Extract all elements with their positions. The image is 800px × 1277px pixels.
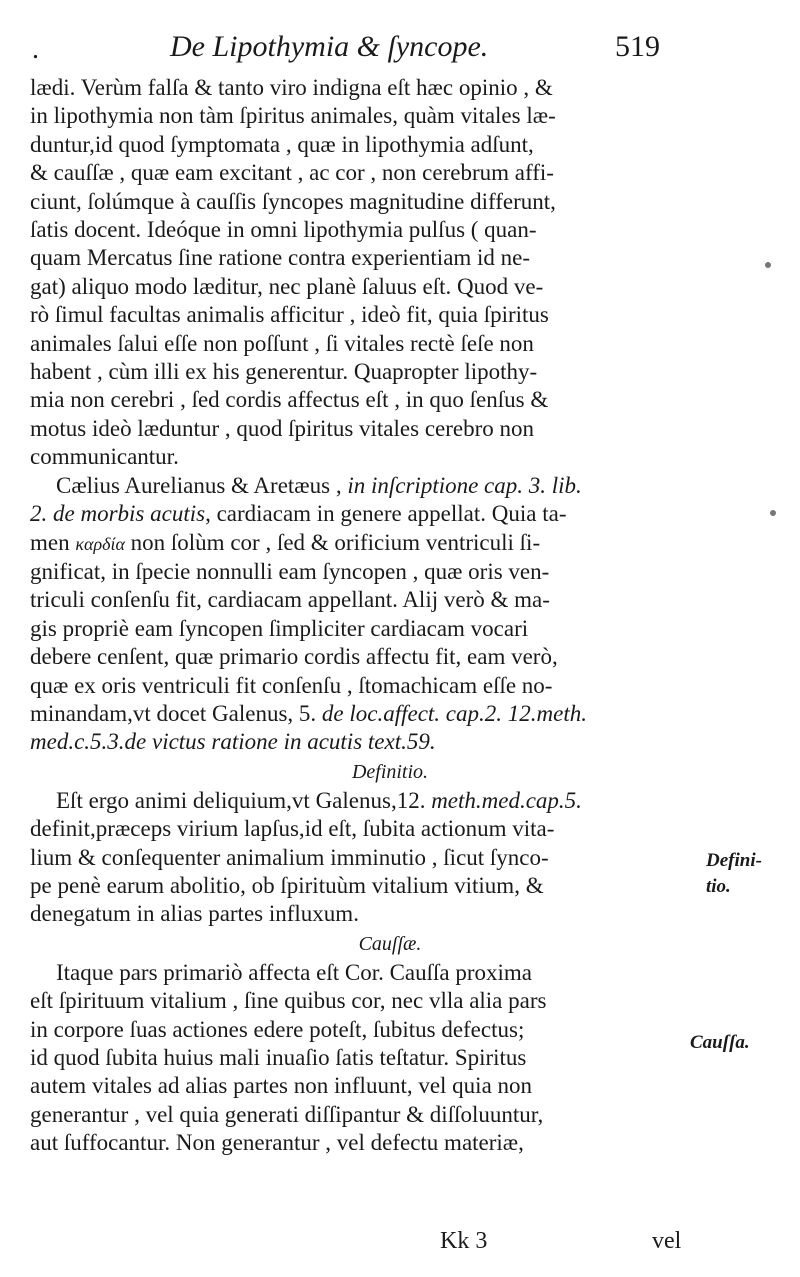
margin-note-definitio: [706, 848, 762, 900]
text-line: [30, 500, 690, 528]
text-line: lium & conſequenter animalium imminutio , ſicut ſynco-: [30, 844, 549, 870]
page-footer: [0, 1228, 800, 1268]
text-line: duntur,id quod ſymptomata , quæ in lipothymia adſunt,: [30, 131, 534, 157]
running-title: De Lipothymia & ſyncope.: [170, 30, 489, 63]
text-line: denegatum in alias partes influxum.: [30, 901, 359, 927]
text-line: quam Mercatus ſine ratione contra experientiam id ne-: [30, 245, 531, 271]
text-line: id quod ſubita huius mali inuaſio ſatis teſtatur. Spiritus: [30, 1045, 527, 1070]
text-line: gat) aliquo modo læditur, nec planè ſaluus eſt. Quod ve-: [30, 273, 544, 299]
catchword: vel: [652, 1228, 682, 1254]
main-text: [30, 74, 690, 1158]
text-span: minandam,vt docet Galenus, 5.: [30, 700, 322, 726]
text-line: lædi. Verùm falſa & tanto viro indigna eſt hæc opinio , &: [30, 75, 553, 100]
margin-note-caussae: Cauſſa.: [690, 1032, 750, 1053]
text-line: rò ſimul facultas animalis afficitur , ideò fit, quia ſpiritus: [30, 302, 549, 328]
text-line: [30, 787, 690, 815]
italic-citation: in inſcriptione cap. 3. lib.: [347, 472, 582, 498]
text-span: men: [30, 529, 76, 555]
margin-note-line: Defini-: [706, 850, 762, 871]
text-span: Eſt ergo animi deliquium,vt Galenus,12.: [56, 787, 432, 813]
text-line: communicantur.: [30, 444, 179, 470]
text-line: in corpore ſuas actiones edere poteſt, ſubitus defectus;: [30, 1016, 525, 1042]
text-line: eſt ſpirituum vitalium , ſine quibus cor, nec vlla alia pars: [30, 988, 547, 1014]
text-line: ciunt, ſolúmque à cauſſis ſyncopes magnitudine differunt,: [30, 188, 556, 214]
page-number: 519: [615, 30, 660, 63]
text-line: Itaque pars primariò affecta eſt Cor. Cauſſa proxima: [56, 959, 533, 985]
italic-citation: 2. de morbis acutis: [30, 501, 206, 527]
text-line: quæ ex oris ventriculi fit conſenſu , ſtomachicam eſſe no-: [30, 672, 553, 698]
text-line: [30, 529, 690, 558]
text-line: pe penè earum abolitio, ob ſpirituùm vitalium vitium, &: [30, 872, 544, 898]
header-dot: .: [32, 34, 39, 65]
text-span: , cardiacam in genere appellat. Quia ta-: [205, 501, 567, 527]
text-line: in lipothymia non tàm ſpiritus animales, quàm vitales læ-: [30, 103, 556, 129]
ink-speck: [770, 510, 776, 516]
text-line: & cauſſæ , quæ eam excitant , ac cor , non cerebrum affi-: [30, 160, 554, 186]
text-line: aut ſuffocantur. Non generantur , vel defectu materiæ,: [30, 1130, 524, 1156]
text-line: [30, 728, 690, 756]
text-span: non ſolùm cor , ſed & orificium ventriculi ſi-: [124, 529, 541, 555]
text-line: debere cenſent, quæ primario cordis affectu fit, eam verò,: [30, 644, 558, 670]
text-line: definit,præceps virium lapſus,id eſt, ſubita actionum vita-: [30, 816, 555, 842]
greek-word: καρδία: [75, 533, 125, 554]
text-line: habent , cùm illi ex his generentur. Quapropter lipothy-: [30, 359, 538, 385]
text-span: Cælius Aurelianus & Aretæus ,: [56, 472, 348, 498]
ink-speck: [765, 262, 771, 268]
text-line: gis propriè eam ſyncopen ſimpliciter cardiacam vocari: [30, 615, 529, 641]
text-line: [30, 472, 690, 500]
text-line: mia non cerebri , ſed cordis affectus eſt , in quo ſenſus &: [30, 387, 549, 413]
italic-citation: meth.med.cap.5.: [431, 787, 582, 813]
italic-citation: de loc.affect. cap.2. 12.meth.: [321, 700, 587, 726]
text-line: animales ſalui eſſe non poſſunt , ſi vitales rectè ſeſe non: [30, 330, 534, 356]
text-line: autem vitales ad alias partes non influunt, vel quia non: [30, 1073, 533, 1099]
text-line: triculi conſenſu fit, cardiacam appellant. Alij verò & ma-: [30, 587, 550, 613]
text-line: gnificat, in ſpecie nonnulli eam ſyncopen , quæ oris ven-: [30, 558, 550, 584]
section-heading-definitio: Definitio.: [351, 760, 429, 783]
page-header: [0, 30, 720, 74]
text-line: [30, 700, 690, 728]
section-heading-caussae: Cauſſæ.: [358, 932, 422, 955]
italic-citation: med.c.5.3.de victus ratione in acutis text.59.: [30, 729, 436, 755]
signature-mark: Kk 3: [440, 1228, 488, 1254]
text-line: motus ideò læduntur , quod ſpiritus vitales cerebro non: [30, 415, 535, 441]
text-line: generantur , vel quia generati diſſipantur & diſſoluuntur,: [30, 1101, 544, 1127]
text-line: ſatis docent. Ideóque in omni lipothymia pulſus ( quan-: [30, 217, 537, 243]
margin-note-line: tio.: [706, 876, 731, 897]
